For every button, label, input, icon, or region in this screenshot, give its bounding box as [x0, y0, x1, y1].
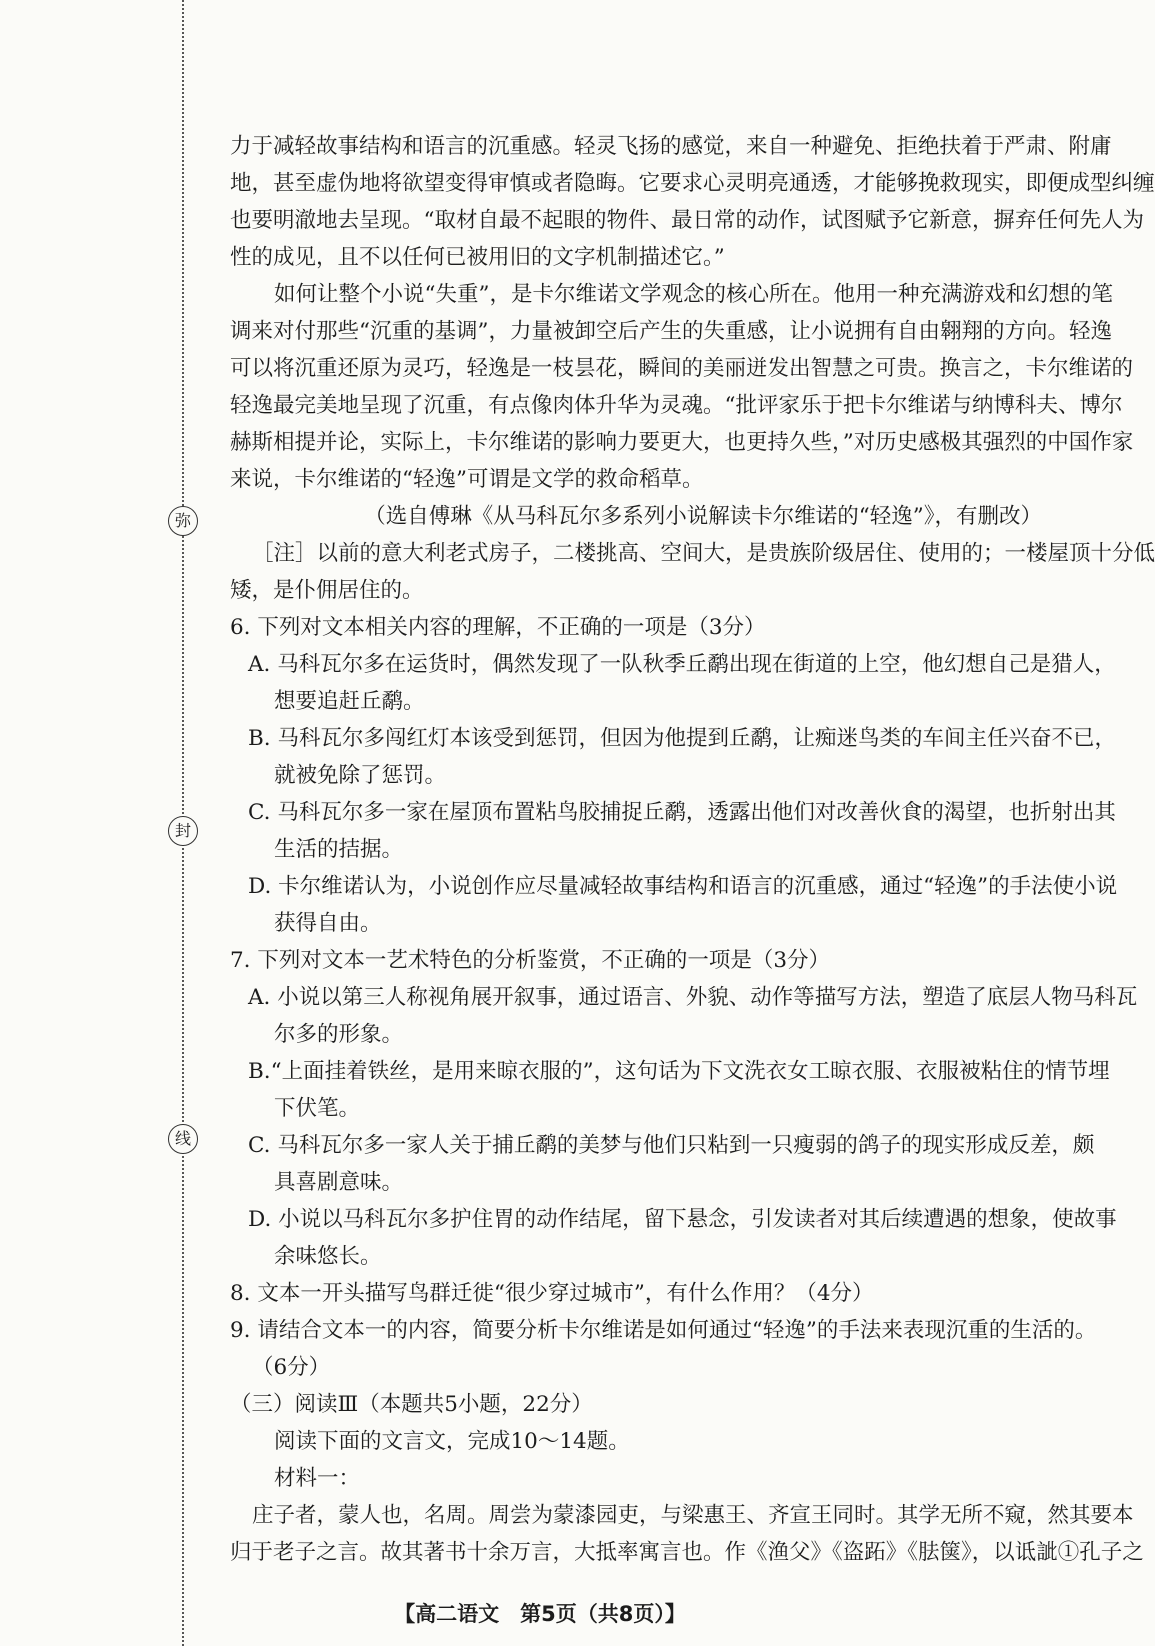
passage-line: 也要明澈地去呈现。“取材自最不起眼的物件、最日常的动作，试图赋予它新意，摒弃任何先人为: [230, 208, 1144, 233]
passage-line: 力于减轻故事结构和语言的沉重感。轻灵飞扬的感觉，来自一种避免、拒绝扶着于严肃、附庸: [230, 134, 1112, 159]
classical-text-line: 庄子者，蒙人也，名周。周尝为蒙漆园吏，与梁惠王、齐宣王同时。其学无所不窥，然其要本: [252, 1503, 1134, 1528]
option-a-cont: 尔多的形象。: [274, 1022, 404, 1047]
exam-page-content: [230, 128, 1155, 1571]
option-c-cont: 生活的拮据。: [274, 837, 404, 862]
section-heading: （三）阅读Ⅲ（本题共5小题，22分）: [230, 1392, 593, 1417]
section-instruction: 阅读下面的文言文，完成10～14题。: [274, 1429, 630, 1454]
question-8: 8. 文本一开头描写鸟群迁徙“很少穿过城市”，有什么作用？（4分）: [230, 1281, 874, 1306]
option-d-cont: 余味悠长。: [274, 1244, 382, 1269]
passage-line: 如何让整个小说“失重”，是卡尔维诺文学观念的核心所在。他用一种充满游戏和幻想的笔: [274, 282, 1113, 307]
option-b-cont: 就被免除了惩罚。: [274, 763, 447, 788]
option-b: B.“上面挂着铁丝，是用来晾衣服的”，这句话为下文洗衣女工晾衣服、衣服被粘住的情节埋: [248, 1059, 1110, 1084]
classical-text-line: 归于老子之言。故其著书十余万言，大抵率寓言也。作《渔父》《盗跖》《胠箧》，以诋訿①孔子之: [230, 1540, 1144, 1565]
question-9: 9. 请结合文本一的内容，简要分析卡尔维诺是如何通过“轻逸”的手法来表现沉重的生活的。: [230, 1318, 1097, 1343]
option-b-cont: 下伏笔。: [274, 1096, 361, 1121]
passage-line: 轻逸最完美地呈现了沉重，有点像肉体升华为灵魂。“批评家乐于把卡尔维诺与纳博科夫、博尔: [230, 393, 1123, 418]
option-a: A. 马科瓦尔多在运货时，偶然发现了一队秋季丘鹬出现在街道的上空，他幻想自己是猎人，: [248, 652, 1116, 677]
passage-note: ［注］以前的意大利老式房子，二楼挑高、空间大，是贵族阶级居住、使用的；一楼屋顶十分低: [252, 541, 1155, 566]
question-6: [230, 609, 1118, 942]
question-stem: 6. 下列对文本相关内容的理解，不正确的一项是（3分）: [230, 615, 766, 640]
option-c: C. 马科瓦尔多一家在屋顶布置粘鸟胶捕捉丘鹬，透露出他们对改善伙食的渴望，也折射出其: [248, 800, 1116, 825]
option-c-cont: 具喜剧意味。: [274, 1170, 404, 1195]
passage-source: （选自傅琳《从马科瓦尔多系列小说解读卡尔维诺的“轻逸”》，有删改）: [364, 504, 1042, 529]
question-stem: 7. 下列对文本一艺术特色的分析鉴赏，不正确的一项是（3分）: [230, 948, 831, 973]
passage-line: 赫斯相提并论，实际上，卡尔维诺的影响力要更大，也更持久些，”对历史感极其强烈的中国作家: [230, 430, 1134, 455]
passage-line: 来说，卡尔维诺的“轻逸”可谓是文学的救命稻草。: [230, 467, 704, 492]
passage-line: 调来对付那些“沉重的基调”，力量被卸空后产生的失重感，让小说拥有自由翱翔的方向。轻逸: [230, 319, 1112, 344]
option-a-cont: 想要追赶丘鹬。: [274, 689, 425, 714]
binding-mark-mi: 弥: [168, 506, 198, 536]
option-d-cont: 获得自由。: [274, 911, 382, 936]
section-3: [230, 1386, 1144, 1571]
question-9-score: （6分）: [252, 1355, 331, 1380]
passage-line: 性的成见，且不以任何已被用旧的文字机制描述它。”: [230, 245, 725, 270]
binding-mark-xian: 线: [168, 1124, 198, 1154]
option-d: D. 小说以马科瓦尔多护住胃的动作结尾，留下悬念，引发读者对其后续遭遇的想象，使故事: [248, 1207, 1117, 1232]
option-a: A. 小说以第三人称视角展开叙事，通过语言、外貌、动作等描写方法，塑造了底层人物马科瓦: [248, 985, 1138, 1010]
option-b: B. 马科瓦尔多闯红灯本该受到惩罚，但因为他提到丘鹬，让痴迷鸟类的车间主任兴奋不已，: [248, 726, 1116, 751]
passage-line: 地，甚至虚伪地将欲望变得审慎或者隐晦。它要求心灵明亮通透，才能够挽救现实，即便成型纠缠: [230, 171, 1155, 196]
page-footer: 【高二语文 第5页（共8页）】: [394, 1602, 686, 1626]
passage-note-cont: 矮，是仆佣居住的。: [230, 578, 424, 603]
passage-line: 可以将沉重还原为灵巧，轻逸是一枝昙花，瞬间的美丽迸发出智慧之可贵。换言之，卡尔维诺的: [230, 356, 1134, 381]
passage: [230, 128, 1155, 609]
binding-mark-feng: 封: [168, 816, 198, 846]
option-d: D. 卡尔维诺认为，小说创作应尽量减轻故事结构和语言的沉重感，通过“轻逸”的手法使小说: [248, 874, 1118, 899]
question-7: [230, 942, 1138, 1275]
option-c: C. 马科瓦尔多一家人关于捕丘鹬的美梦与他们只粘到一只瘦弱的鸽子的现实形成反差，颇: [248, 1133, 1095, 1158]
material-label: 材料一：: [274, 1466, 361, 1491]
